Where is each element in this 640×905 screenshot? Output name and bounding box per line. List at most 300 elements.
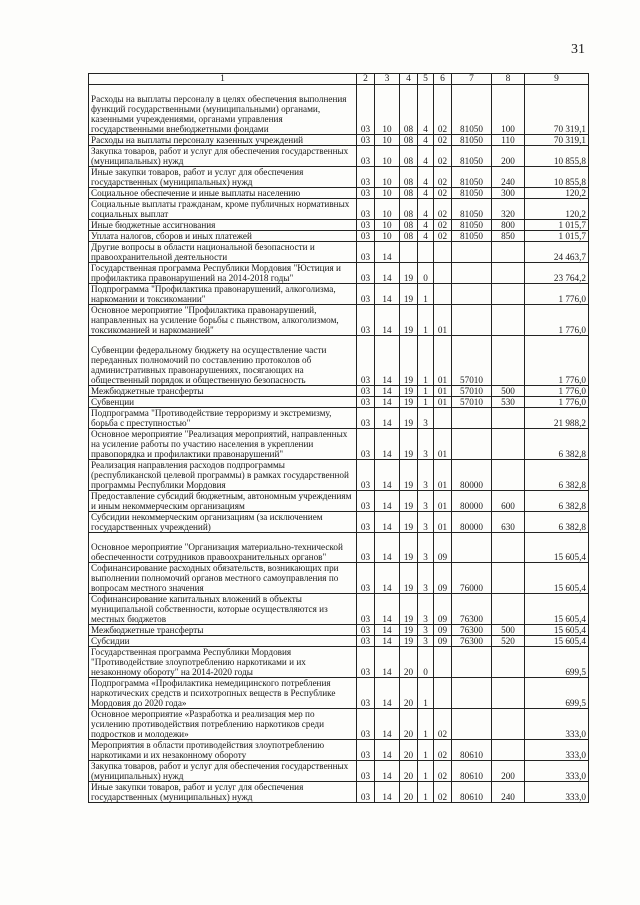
code-cell <box>452 263 492 284</box>
code-cell: 76300 <box>452 594 492 625</box>
code-cell <box>434 408 452 429</box>
row-name: Межбюджетные трансферты <box>89 625 357 636</box>
code-cell: 14 <box>375 782 400 803</box>
code-cell: 20 <box>400 761 418 782</box>
amount-cell: 1 015,7 <box>525 231 589 242</box>
code-cell: 1 <box>418 336 434 386</box>
amount-cell: 120,2 <box>525 199 589 220</box>
code-cell: 14 <box>375 563 400 594</box>
code-cell: 600 <box>492 491 525 512</box>
code-cell <box>492 305 525 336</box>
code-cell: 03 <box>357 397 375 408</box>
amount-cell: 15 605,4 <box>525 594 589 625</box>
code-cell: 02 <box>434 740 452 761</box>
code-cell: 500 <box>492 386 525 397</box>
code-cell <box>434 263 452 284</box>
header-cell: 4 <box>400 74 418 85</box>
code-cell: 09 <box>434 563 452 594</box>
code-cell <box>452 284 492 305</box>
code-cell: 14 <box>375 386 400 397</box>
table-row <box>89 199 589 220</box>
amount-cell: 6 382,8 <box>525 491 589 512</box>
amount-cell: 10 855,8 <box>525 167 589 188</box>
code-cell: 3 <box>418 512 434 533</box>
code-cell: 03 <box>357 625 375 636</box>
code-cell: 02 <box>434 167 452 188</box>
code-cell: 3 <box>418 625 434 636</box>
row-name: Уплата налогов, сборов и иных платежей <box>89 231 357 242</box>
row-name: Расходы на выплаты персоналу казенных учреждений <box>89 135 357 146</box>
code-cell: 850 <box>492 231 525 242</box>
code-cell: 19 <box>400 336 418 386</box>
row-name: Основное мероприятие «Разработка и реализация мер по усилению противодействия потреблению наркотиков среди подростков и молодежи» <box>89 709 357 740</box>
code-cell <box>452 242 492 263</box>
code-cell: 20 <box>400 709 418 740</box>
header-cell: 3 <box>375 74 400 85</box>
code-cell: 1 <box>418 740 434 761</box>
code-cell: 14 <box>375 284 400 305</box>
code-cell <box>492 284 525 305</box>
row-name: Софинансирование расходных обязательств, возникающих при выполнении полномочий органов местного самоуправления по вопросам местного значения <box>89 563 357 594</box>
code-cell: 19 <box>400 625 418 636</box>
code-cell: 240 <box>492 782 525 803</box>
code-cell: 03 <box>357 305 375 336</box>
code-cell: 1 <box>418 305 434 336</box>
header-cell: 2 <box>357 74 375 85</box>
code-cell: 80000 <box>452 460 492 491</box>
amount-cell: 6 382,8 <box>525 460 589 491</box>
code-cell: 19 <box>400 305 418 336</box>
code-cell: 300 <box>492 188 525 199</box>
code-cell <box>492 263 525 284</box>
code-cell: 02 <box>434 709 452 740</box>
table-row <box>89 135 589 146</box>
code-cell: 14 <box>375 636 400 647</box>
row-name: Иные закупки товаров, работ и услуг для обеспечения государственных (муниципальных) нужд <box>89 782 357 803</box>
amount-cell: 1 015,7 <box>525 220 589 231</box>
code-cell: 01 <box>434 491 452 512</box>
amount-cell: 70 319,1 <box>525 85 589 135</box>
code-cell: 03 <box>357 460 375 491</box>
code-cell <box>492 408 525 429</box>
code-cell: 03 <box>357 533 375 563</box>
row-name: Расходы на выплаты персоналу в целях обеспечения выполнения функций государственными (муниципальными) органами, казенными учреждениями, органами управления государственными внебюджетными фондами <box>89 85 357 135</box>
table-row <box>89 305 589 336</box>
header-cell: 1 <box>89 74 357 85</box>
code-cell: 02 <box>434 85 452 135</box>
code-cell <box>492 647 525 678</box>
code-cell: 81050 <box>452 231 492 242</box>
code-cell: 80610 <box>452 782 492 803</box>
row-name: Мероприятия в области противодействия злоупотреблению наркотиками и их незаконному обороту <box>89 740 357 761</box>
code-cell: 14 <box>375 625 400 636</box>
code-cell: 08 <box>400 135 418 146</box>
code-cell: 19 <box>400 429 418 460</box>
code-cell: 3 <box>418 636 434 647</box>
row-name: Предоставление субсидий бюджетным, автономным учреждениям и иным некоммерческим организациям <box>89 491 357 512</box>
table-row <box>89 563 589 594</box>
code-cell: 03 <box>357 491 375 512</box>
amount-cell: 10 855,8 <box>525 146 589 167</box>
code-cell: 81050 <box>452 220 492 231</box>
code-cell: 14 <box>375 408 400 429</box>
amount-cell: 333,0 <box>525 709 589 740</box>
amount-cell: 333,0 <box>525 782 589 803</box>
table-row <box>89 761 589 782</box>
code-cell: 14 <box>375 429 400 460</box>
table-row <box>89 242 589 263</box>
row-name: Софинансирование капитальных вложений в объекты муниципальной собственности, которые осуществляются из местных бюджетов <box>89 594 357 625</box>
code-cell: 20 <box>400 647 418 678</box>
code-cell: 110 <box>492 135 525 146</box>
code-cell: 4 <box>418 85 434 135</box>
table-row <box>89 263 589 284</box>
code-cell: 03 <box>357 512 375 533</box>
code-cell: 14 <box>375 740 400 761</box>
amount-cell: 1 776,0 <box>525 386 589 397</box>
code-cell: 08 <box>400 188 418 199</box>
code-cell: 03 <box>357 242 375 263</box>
code-cell: 14 <box>375 305 400 336</box>
table-row <box>89 146 589 167</box>
code-cell: 3 <box>418 408 434 429</box>
code-cell: 4 <box>418 199 434 220</box>
code-cell: 03 <box>357 636 375 647</box>
code-cell: 19 <box>400 563 418 594</box>
code-cell: 03 <box>357 146 375 167</box>
code-cell: 08 <box>400 167 418 188</box>
code-cell: 09 <box>434 636 452 647</box>
code-cell: 81050 <box>452 188 492 199</box>
code-cell <box>492 533 525 563</box>
code-cell: 02 <box>434 782 452 803</box>
code-cell: 81050 <box>452 167 492 188</box>
code-cell: 03 <box>357 408 375 429</box>
code-cell: 1 <box>418 284 434 305</box>
code-cell <box>492 242 525 263</box>
code-cell: 01 <box>434 336 452 386</box>
row-name: Закупка товаров, работ и услуг для обеспечения государственных (муниципальных) нужд <box>89 146 357 167</box>
table-row <box>89 782 589 803</box>
code-cell: 3 <box>418 533 434 563</box>
code-cell: 09 <box>434 594 452 625</box>
amount-cell: 1 776,0 <box>525 397 589 408</box>
code-cell: 01 <box>434 460 452 491</box>
code-cell: 03 <box>357 678 375 709</box>
table-row <box>89 167 589 188</box>
row-name: Субвенции федеральному бюджету на осуществление части переданных полномочий по составлению протоколов об административных правонарушениях, посягающих на общественный порядок и общественную безопасность <box>89 336 357 386</box>
amount-cell: 6 382,8 <box>525 429 589 460</box>
header-cell: 7 <box>452 74 492 85</box>
code-cell: 03 <box>357 231 375 242</box>
table-row <box>89 709 589 740</box>
code-cell: 14 <box>375 761 400 782</box>
code-cell: 03 <box>357 220 375 231</box>
table-row <box>89 386 589 397</box>
code-cell: 800 <box>492 220 525 231</box>
amount-cell: 21 988,2 <box>525 408 589 429</box>
row-name: Основное мероприятие "Реализация мероприятий, направленных на усиление работы по участию населения в укреплении правопорядка и профилактики правонарушений" <box>89 429 357 460</box>
table-row <box>89 512 589 533</box>
code-cell: 20 <box>400 678 418 709</box>
code-cell: 01 <box>434 305 452 336</box>
code-cell <box>418 242 434 263</box>
code-cell: 76300 <box>452 625 492 636</box>
code-cell: 80000 <box>452 491 492 512</box>
code-cell: 1 <box>418 678 434 709</box>
code-cell: 0 <box>418 647 434 678</box>
header-cell: 5 <box>418 74 434 85</box>
code-cell: 08 <box>400 220 418 231</box>
table-row <box>89 533 589 563</box>
table-row <box>89 740 589 761</box>
code-cell: 4 <box>418 146 434 167</box>
code-cell: 240 <box>492 167 525 188</box>
amount-cell: 1 776,0 <box>525 305 589 336</box>
header-cell: 8 <box>492 74 525 85</box>
code-cell: 630 <box>492 512 525 533</box>
code-cell: 19 <box>400 512 418 533</box>
amount-cell: 333,0 <box>525 761 589 782</box>
amount-cell: 1 776,0 <box>525 284 589 305</box>
code-cell: 80000 <box>452 512 492 533</box>
code-cell: 03 <box>357 336 375 386</box>
code-cell: 03 <box>357 167 375 188</box>
code-cell: 81050 <box>452 146 492 167</box>
row-name: Другие вопросы в области национальной безопасности и правоохранительной деятельности <box>89 242 357 263</box>
code-cell: 4 <box>418 220 434 231</box>
code-cell: 81050 <box>452 85 492 135</box>
code-cell: 08 <box>400 85 418 135</box>
table-row <box>89 220 589 231</box>
code-cell: 19 <box>400 491 418 512</box>
code-cell <box>452 647 492 678</box>
amount-cell: 333,0 <box>525 740 589 761</box>
table-row <box>89 625 589 636</box>
amount-cell: 6 382,8 <box>525 512 589 533</box>
page-number: 31 <box>571 42 585 57</box>
row-name: Реализация направления расходов подпрограммы (республиканской целевой программы) в рамках государственной программы Республики Мордовия <box>89 460 357 491</box>
code-cell: 14 <box>375 533 400 563</box>
row-name: Иные закупки товаров, работ и услуг для обеспечения государственных (муниципальных) нужд <box>89 167 357 188</box>
row-name: Закупка товаров, работ и услуг для обеспечения государственных (муниципальных) нужд <box>89 761 357 782</box>
code-cell: 200 <box>492 761 525 782</box>
row-name: Социальные выплаты гражданам, кроме публичных нормативных социальных выплат <box>89 199 357 220</box>
code-cell: 03 <box>357 594 375 625</box>
code-cell: 1 <box>418 386 434 397</box>
code-cell: 02 <box>434 231 452 242</box>
code-cell: 3 <box>418 563 434 594</box>
code-cell: 3 <box>418 429 434 460</box>
amount-cell: 15 605,4 <box>525 625 589 636</box>
code-cell: 4 <box>418 231 434 242</box>
code-cell: 19 <box>400 594 418 625</box>
code-cell: 14 <box>375 397 400 408</box>
table-row <box>89 336 589 386</box>
code-cell <box>452 305 492 336</box>
code-cell: 01 <box>434 386 452 397</box>
code-cell: 100 <box>492 85 525 135</box>
code-cell: 14 <box>375 678 400 709</box>
row-name: Субвенции <box>89 397 357 408</box>
table-row <box>89 594 589 625</box>
table-row <box>89 678 589 709</box>
amount-cell: 15 605,4 <box>525 636 589 647</box>
amount-cell: 120,2 <box>525 188 589 199</box>
code-cell: 10 <box>375 167 400 188</box>
code-cell: 03 <box>357 199 375 220</box>
table-row <box>89 397 589 408</box>
code-cell: 02 <box>434 761 452 782</box>
code-cell: 03 <box>357 135 375 146</box>
code-cell: 08 <box>400 199 418 220</box>
code-cell: 1 <box>418 761 434 782</box>
code-cell: 4 <box>418 188 434 199</box>
code-cell: 80610 <box>452 761 492 782</box>
code-cell: 3 <box>418 491 434 512</box>
code-cell <box>492 678 525 709</box>
table-row <box>89 408 589 429</box>
code-cell <box>492 336 525 386</box>
code-cell: 09 <box>434 625 452 636</box>
code-cell: 19 <box>400 263 418 284</box>
code-cell: 14 <box>375 512 400 533</box>
row-name: Субсидии некоммерческим организациям (за исключением государственных учреждений) <box>89 512 357 533</box>
code-cell <box>434 284 452 305</box>
code-cell: 0 <box>418 263 434 284</box>
code-cell <box>492 594 525 625</box>
code-cell: 19 <box>400 386 418 397</box>
code-cell: 08 <box>400 146 418 167</box>
code-cell: 08 <box>400 231 418 242</box>
amount-cell: 1 776,0 <box>525 336 589 386</box>
code-cell: 10 <box>375 135 400 146</box>
code-cell: 57010 <box>452 386 492 397</box>
amount-cell: 70 319,1 <box>525 135 589 146</box>
amount-cell: 699,5 <box>525 647 589 678</box>
code-cell: 14 <box>375 594 400 625</box>
code-cell: 500 <box>492 625 525 636</box>
code-cell: 03 <box>357 782 375 803</box>
code-cell <box>452 429 492 460</box>
code-cell: 1 <box>418 782 434 803</box>
amount-cell: 15 605,4 <box>525 533 589 563</box>
code-cell: 19 <box>400 636 418 647</box>
amount-cell: 15 605,4 <box>525 563 589 594</box>
code-cell: 76300 <box>452 636 492 647</box>
row-name: Иные бюджетные ассигнования <box>89 220 357 231</box>
amount-cell: 24 463,7 <box>525 242 589 263</box>
code-cell: 10 <box>375 146 400 167</box>
row-name: Государственная программа Республики Мордовия "Юстиция и профилактика правонарушений на 2014-2018 годы" <box>89 263 357 284</box>
code-cell <box>452 678 492 709</box>
budget-table <box>88 73 589 803</box>
code-cell: 20 <box>400 782 418 803</box>
table-row <box>89 85 589 135</box>
code-cell: 19 <box>400 460 418 491</box>
row-name: Основное мероприятие "Профилактика правонарушений, направленных на усиление борьбы с пьянством, алкоголизмом, токсикоманией и наркоманией" <box>89 305 357 336</box>
table-header-row <box>89 74 589 85</box>
code-cell: 10 <box>375 231 400 242</box>
code-cell: 14 <box>375 709 400 740</box>
table-row <box>89 460 589 491</box>
code-cell: 3 <box>418 594 434 625</box>
code-cell: 81050 <box>452 135 492 146</box>
code-cell <box>434 647 452 678</box>
table-row <box>89 429 589 460</box>
amount-cell: 23 764,2 <box>525 263 589 284</box>
code-cell: 10 <box>375 85 400 135</box>
code-cell: 09 <box>434 533 452 563</box>
row-name: Государственная программа Республики Мордовия "Противодействие злоупотреблению наркотиками и их незаконному обороту" на 2014-2020 годы <box>89 647 357 678</box>
code-cell: 14 <box>375 336 400 386</box>
code-cell: 520 <box>492 636 525 647</box>
code-cell: 10 <box>375 220 400 231</box>
code-cell: 200 <box>492 146 525 167</box>
code-cell: 03 <box>357 188 375 199</box>
code-cell: 4 <box>418 167 434 188</box>
code-cell: 10 <box>375 199 400 220</box>
code-cell: 1 <box>418 397 434 408</box>
code-cell: 03 <box>357 709 375 740</box>
row-name: Подпрограмма "Противодействие терроризму и экстремизму, борьба с преступностью" <box>89 408 357 429</box>
code-cell <box>452 709 492 740</box>
code-cell <box>400 242 418 263</box>
code-cell <box>452 408 492 429</box>
code-cell: 03 <box>357 740 375 761</box>
table-row <box>89 231 589 242</box>
code-cell: 03 <box>357 284 375 305</box>
code-cell: 03 <box>357 85 375 135</box>
table-row <box>89 188 589 199</box>
code-cell: 03 <box>357 429 375 460</box>
code-cell: 19 <box>400 397 418 408</box>
code-cell <box>492 429 525 460</box>
amount-cell: 699,5 <box>525 678 589 709</box>
code-cell: 57010 <box>452 397 492 408</box>
code-cell: 01 <box>434 397 452 408</box>
code-cell: 14 <box>375 647 400 678</box>
code-cell: 03 <box>357 647 375 678</box>
code-cell <box>434 242 452 263</box>
code-cell: 02 <box>434 146 452 167</box>
code-cell: 02 <box>434 220 452 231</box>
code-cell: 1 <box>418 709 434 740</box>
code-cell: 81050 <box>452 199 492 220</box>
table-row <box>89 647 589 678</box>
row-name: Субсидии <box>89 636 357 647</box>
row-name: Межбюджетные трансферты <box>89 386 357 397</box>
code-cell: 20 <box>400 740 418 761</box>
code-cell: 14 <box>375 263 400 284</box>
code-cell: 14 <box>375 460 400 491</box>
code-cell: 530 <box>492 397 525 408</box>
code-cell <box>492 563 525 594</box>
code-cell: 14 <box>375 242 400 263</box>
code-cell: 01 <box>434 429 452 460</box>
code-cell: 4 <box>418 135 434 146</box>
row-name: Подпрограмма "Профилактика правонарушений, алкоголизма, наркомании и токсикомании" <box>89 284 357 305</box>
table-row <box>89 636 589 647</box>
code-cell: 76000 <box>452 563 492 594</box>
code-cell: 19 <box>400 408 418 429</box>
code-cell: 02 <box>434 135 452 146</box>
code-cell: 14 <box>375 491 400 512</box>
code-cell <box>434 678 452 709</box>
code-cell: 02 <box>434 199 452 220</box>
table-row <box>89 491 589 512</box>
code-cell <box>492 709 525 740</box>
